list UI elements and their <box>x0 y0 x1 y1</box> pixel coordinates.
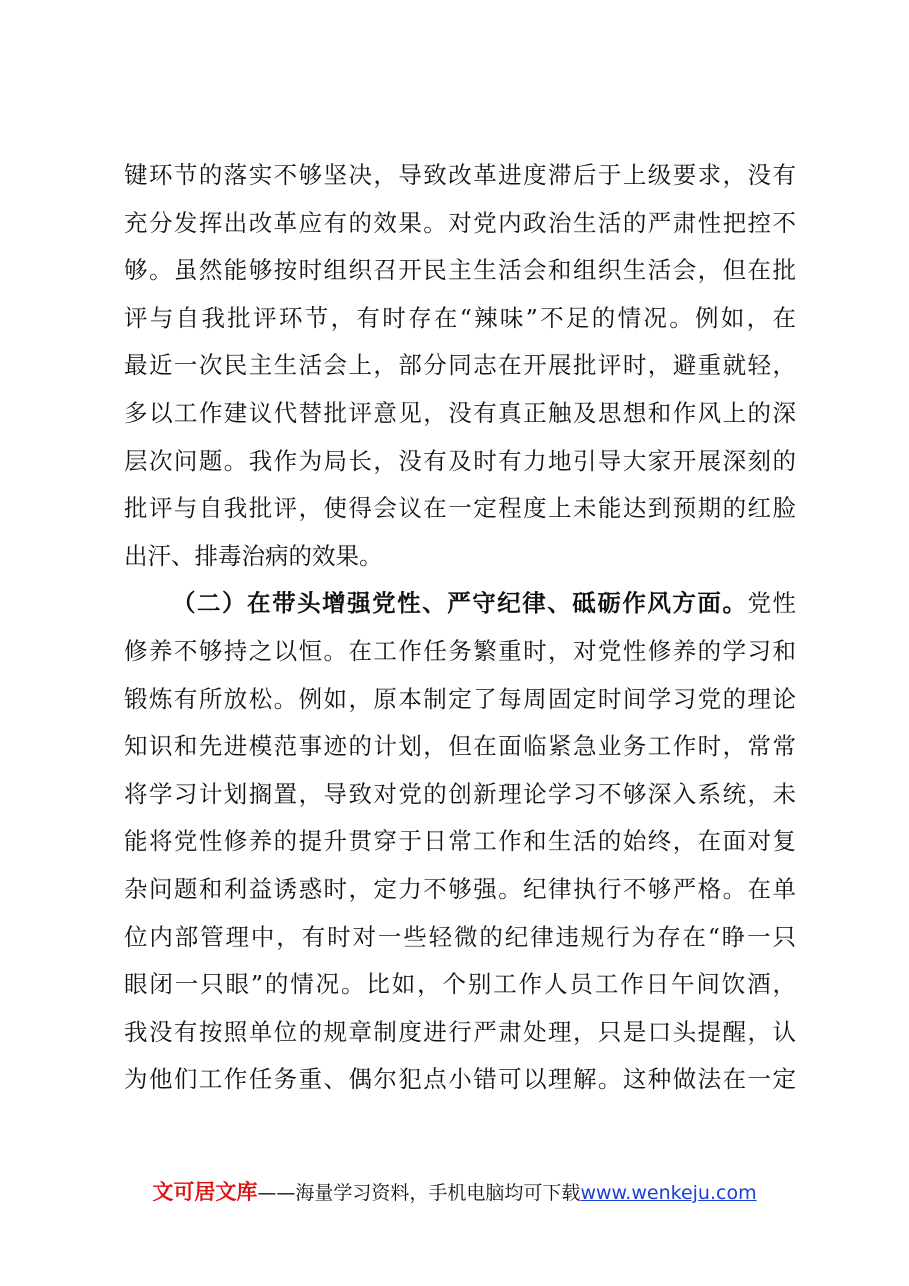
body-line: 够。虽然能够按时组织召开民主生活会和组织生活会，但在批 <box>124 256 796 285</box>
body-line: 能将党性修养的提升贯穿于日常工作和生活的始终，在面对复 <box>124 827 796 856</box>
body-line: 评与自我批评环节，有时存在“辣味”不足的情况。例如，在 <box>124 303 796 332</box>
body-line: 修养不够持之以恒。在工作任务繁重时，对党性修养的学习和 <box>124 636 796 665</box>
footer-banner <box>0 1176 909 1206</box>
body-line: 将学习计划搁置，导致对党的创新理论学习不够深入系统，未 <box>124 779 796 808</box>
body-line: 充分发挥出改革应有的效果。对党内政治生活的严肃性把控不 <box>124 208 796 237</box>
footer-tagline: ——海量学习资料，手机电脑均可下载 <box>257 1182 581 1204</box>
body-line: 键环节的落实不够坚决，导致改革进度滞后于上级要求，没有 <box>124 161 796 189</box>
section-heading-line <box>124 580 796 628</box>
brand-name: 文可居文库 <box>152 1180 258 1204</box>
website-link[interactable]: www.wenkeju.com <box>580 1182 757 1204</box>
body-line: 出汗、排毒治病的效果。 <box>124 541 383 570</box>
body-line: 为他们工作任务重、偶尔犯点小错可以理解。这种做法在一定 <box>124 1065 796 1094</box>
document-body <box>124 152 796 1104</box>
body-line: 知识和先进模范事迹的计划，但在面临紧急业务工作时，常常 <box>124 732 796 761</box>
body-line: 杂问题和利益诱惑时，定力不够强。纪律执行不够严格。在单 <box>124 874 796 903</box>
body-line: 批评与自我批评，使得会议在一定程度上未能达到预期的红脸 <box>124 494 796 523</box>
body-line: 最近一次民主生活会上，部分同志在开展批评时，避重就轻， <box>124 351 796 380</box>
body-line: 多以工作建议代替批评意见，没有真正触及思想和作风上的深 <box>124 398 796 427</box>
body-line: 我没有按照单位的规章制度进行严肃处理，只是口头提醒，认 <box>124 1017 796 1046</box>
body-line: 眼闭一只眼”的情况。比如，个别工作人员工作日午间饮酒， <box>124 970 796 999</box>
body-line: 位内部管理中，有时对一些轻微的纪律违规行为存在“睁一只 <box>124 922 796 951</box>
body-line: 层次问题。我作为局长，没有及时有力地引导大家开展深刻的 <box>124 446 796 475</box>
body-line: 锻炼有所放松。例如，原本制定了每周固定时间学习党的理论 <box>124 684 796 713</box>
section-heading-tail: 党性 <box>747 589 797 618</box>
section-heading: （二）在带头增强党性、严守纪律、砥砺作风方面。 <box>172 589 748 618</box>
